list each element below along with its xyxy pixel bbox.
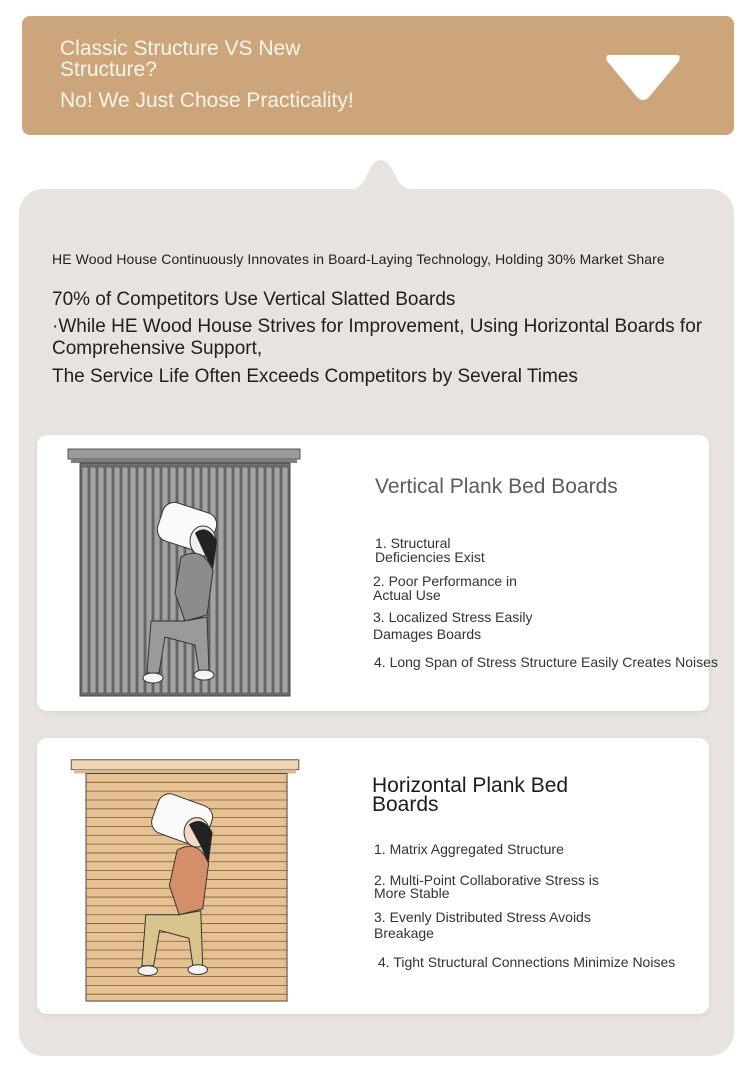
vertical-point-4: 4. Long Span of Stress Structure Easily Creates Noises — [374, 654, 718, 670]
intro-claim-2: ·While HE Wood House Strives for Improvement, Using Horizontal Boards for Comprehensive Support, — [52, 316, 703, 359]
horizontal-point-3: 3. Evenly Distributed Stress Avoids Breakage — [374, 909, 591, 941]
horizontal-bed-illustration — [67, 748, 307, 1003]
panel-notch — [341, 157, 421, 191]
horizontal-card-title: Horizontal Plank Bed Boards — [372, 774, 569, 816]
horizontal-point-4: 4. Tight Structural Connections Minimize Noises — [378, 954, 676, 970]
vertical-point-1: 1. Structural Deficiencies Exist — [375, 535, 485, 565]
comparison-banner[interactable] — [22, 16, 734, 135]
vertical-point-2: 2. Poor Performance in Actual Use — [373, 573, 517, 603]
vertical-point-3: 3. Localized Stress Easily Damages Boards — [373, 609, 533, 642]
horizontal-board-card — [37, 738, 709, 1014]
horizontal-point-2: 2. Multi-Point Collaborative Stress is More Stable — [374, 872, 599, 901]
intro-headline: HE Wood House Continuously Innovates in Board-Laying Technology, Holding 30% Market Share — [52, 251, 665, 267]
banner-subtitle: No! We Just Chose Practicality! — [60, 89, 354, 112]
vertical-board-card — [37, 435, 718, 711]
chevron-down-icon[interactable] — [605, 53, 681, 103]
vertical-bed-illustration — [67, 445, 307, 700]
vertical-card-title: Vertical Plank Bed Boards — [375, 475, 618, 498]
intro-claim-3: The Service Life Often Exceeds Competitors by Several Times — [52, 366, 578, 387]
horizontal-point-1: 1. Matrix Aggregated Structure — [374, 841, 564, 857]
intro-claim-1: 70% of Competitors Use Vertical Slatted Boards — [52, 289, 456, 310]
banner-title: Classic Structure VS New Structure? — [60, 37, 301, 81]
